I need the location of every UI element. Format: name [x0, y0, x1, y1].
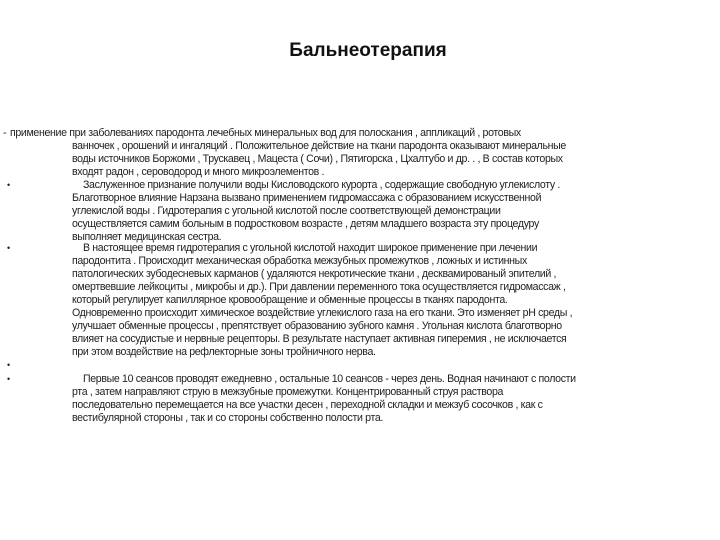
text-line: пародонтита . Происходит механическая обработка межзубных промежутков , ложных и истинных — [72, 255, 527, 267]
bullet-marker: • — [7, 360, 11, 370]
text-line: В настоящее время гидротерапия с угольной кислотой находит широкое применение при лечении — [83, 242, 538, 254]
text-line: углекислой воды . Гидротерапия с угольной кислотой после соответствующей демонстрации — [72, 205, 501, 217]
bullet-marker: • — [7, 243, 11, 253]
text-line: улучшает обменные процессы , препятствует образованию зубного камня . Угольная кислота благотворно — [72, 320, 562, 332]
text-line: который регулирует капиллярное кровообращение и обменные процессы в тканях пародонта. — [72, 294, 508, 306]
page-title: Бальнеотерапия — [289, 40, 447, 61]
text-line: влияет на сосудистые и нервные рецепторы. В результате наступает активная гиперемия , не исключается — [72, 333, 567, 345]
text-line: рта , затем направляют струю в межзубные промежутки. Концентрированный струя раствора — [72, 386, 504, 398]
text-line: Заслуженное признание получили воды Кисловодского курорта , содержащие свободную углекислоту . — [83, 179, 560, 191]
text-line: патологических зубодесневых карманов ( удаляются некротические ткани , десквамированый эпителий , — [72, 268, 557, 280]
text-line: осуществляется самим больным в подростковом возрасте , детям младшего возраста эту процедуру — [72, 218, 539, 230]
text-line: применение при заболеваниях пародонта лечебных минеральных вод для полоскания , аппликаций , ротовых — [10, 127, 521, 139]
text-line: омертвевшие лейкоциты , микробы и др.). При давлении переменного тока осуществляется гидромассаж , — [72, 281, 566, 293]
text-line: входят радон , сероводород и много микроэлементов . — [72, 166, 325, 178]
bullet-marker: • — [7, 374, 11, 384]
text-line: Одновременно происходит химическое воздействие углекислого газа на его ткани. Это изменяет pH среды , — [72, 307, 573, 319]
text-line: при этом воздействие на рефлекторные зоны тройничного нерва. — [72, 346, 376, 358]
text-line: вестибулярной стороны , так и со стороны собственно полости рта. — [72, 412, 383, 424]
text-line: выполняет медицинская сестра. — [72, 231, 222, 243]
text-line: ванночек , орошений и ингаляций . Положительное действие на ткани пародонта оказывают минеральные — [72, 140, 566, 152]
text-line: Благотворное влияние Нарзана вызвано применением гидромассажа с образованием искусственной — [72, 192, 542, 204]
text-line: воды источников Боржоми , Трускавец , Мацеста ( Сочи) , Пятигорска , Цхалтубо и др. . , В состав которых — [72, 153, 563, 165]
bullet-marker: • — [7, 180, 11, 190]
text-line: последовательно перемещается на все участки десен , переходной складки и межзуб сосочков , как с — [72, 399, 543, 411]
dash-marker: - — [3, 127, 7, 139]
text-line: Первые 10 сеансов проводят ежедневно , остальные 10 сеансов - через день. Водная начинают с полости — [83, 373, 576, 385]
